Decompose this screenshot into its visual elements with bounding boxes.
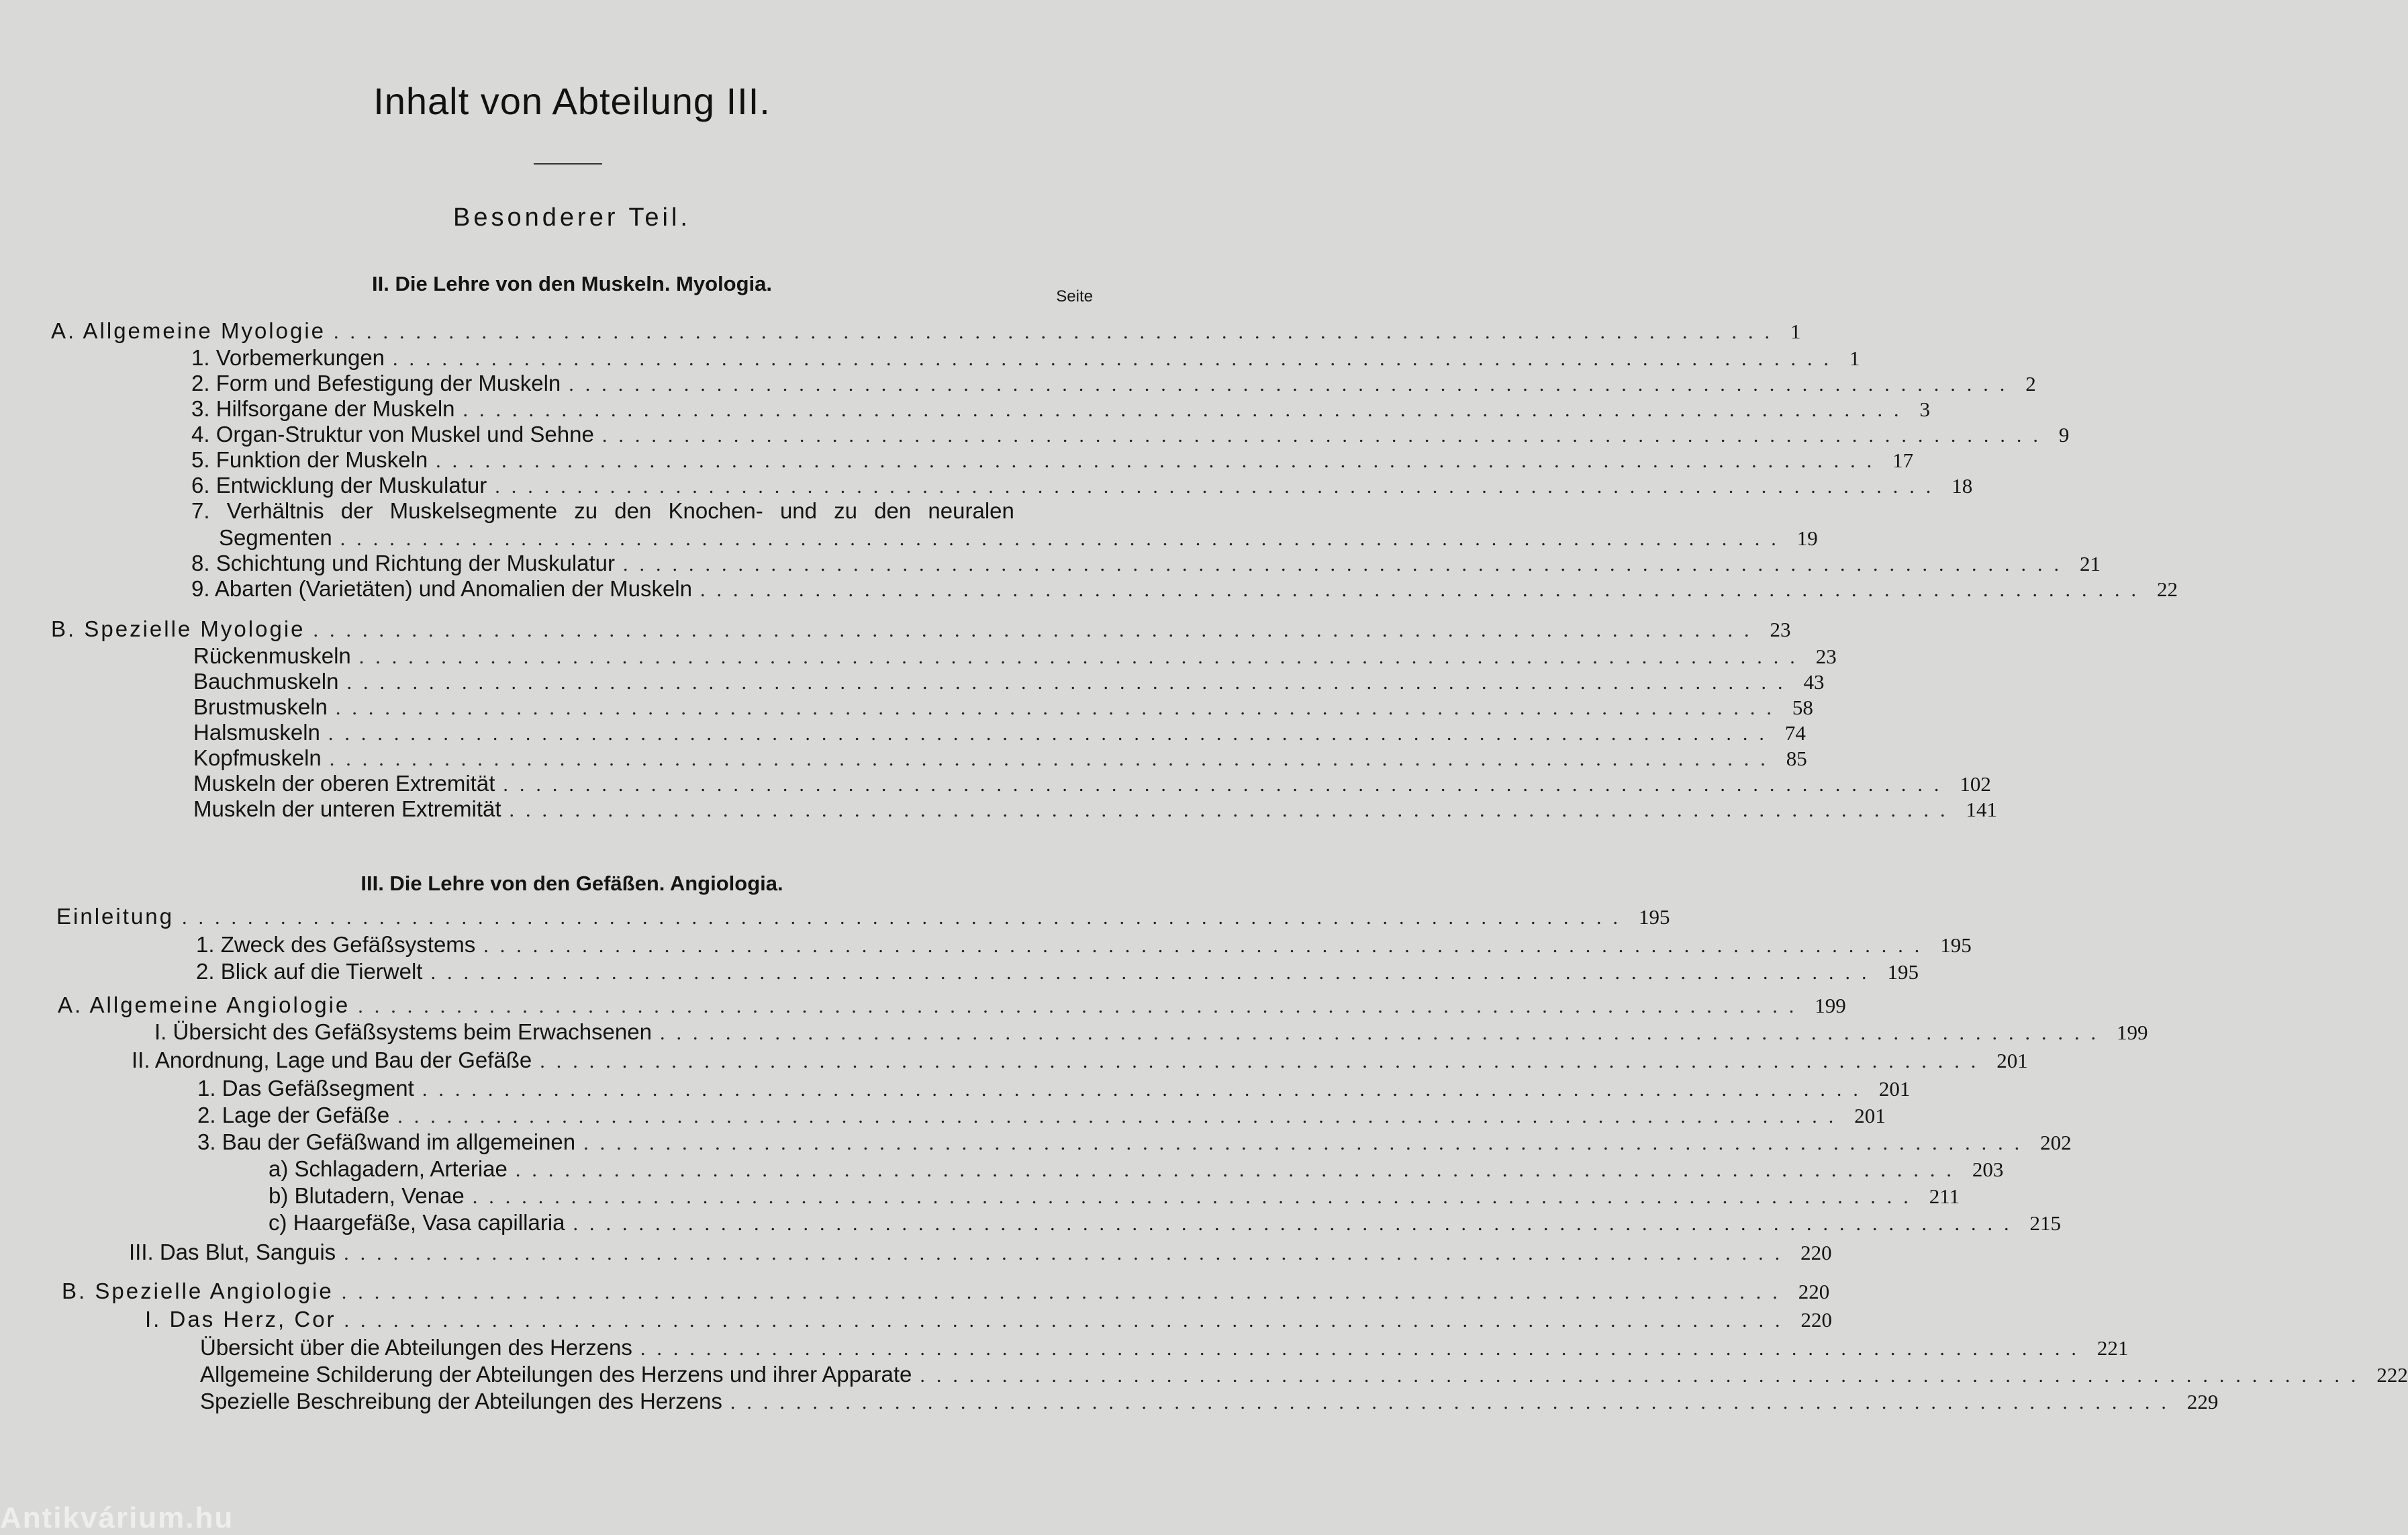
toc-page-number: 215 [2029,1211,2061,1235]
toc-leader-dots: ........................................................................................ [483,935,1931,957]
toc-page-number: 74 [1784,721,1806,745]
toc-entry-label: III. Das Blut, Sanguis [129,1240,336,1264]
toc-entry-label: Kopfmuskeln [193,745,322,770]
toc-leader-dots: ........................................................................................ [463,399,1911,421]
toc-leader-dots: ........................................................................................ [601,424,2050,447]
toc-entry[interactable] [219,525,1818,552]
toc-entry[interactable] [191,473,1973,500]
toc-entry[interactable] [191,345,1860,372]
toc-entry[interactable] [51,616,1791,643]
toc-entry-label: A. Allgemeine Myologie [51,318,326,343]
toc-leader-dots: ........................................................................................ [495,475,1943,498]
toc-entry[interactable] [145,1307,1833,1334]
toc-entry[interactable] [193,745,1807,772]
toc-entry[interactable] [51,318,1801,345]
toc-entry-label: 1. Das Gefäßsegment [197,1076,414,1101]
toc-leader-dots: ........................................................................................ [358,646,1807,668]
toc-entry-label: I. Das Herz, Cor [145,1307,336,1332]
toc-entry[interactable] [197,1103,1886,1129]
toc-entry-label: 1. Zweck des Gefäßsystems [196,932,476,957]
toc-leader-dots: ........................................................................................ [503,774,1951,796]
toc-entry[interactable] [196,959,1919,986]
toc-entry[interactable] [193,669,1825,696]
toc-leader-dots: ........................................................................................ [436,450,1884,472]
toc-leader-dots: ........................................................................................ [540,1050,1988,1072]
toc-entry-label: b) Blutadern, Venae [269,1183,465,1208]
section-heading-myologia: II. Die Lehre von den Muskeln. Myologia. [372,272,772,295]
toc-entry-label: 7. Verhältnis der Muskelsegmente zu den Knochen- und zu den neuralen [191,498,1014,523]
toc-entry-label: 4. Organ-Struktur von Muskel und Sehne [191,422,594,447]
toc-page-number: 58 [1792,696,1813,719]
toc-page-number: 1 [1790,320,1801,343]
toc-page-number: 202 [2040,1131,2072,1154]
toc-entry[interactable] [191,422,2070,449]
toc-entry[interactable] [132,1048,2028,1074]
toc-page-number: 9 [2058,423,2070,447]
toc-entry[interactable] [193,694,1813,721]
toc-page-number: 211 [1929,1184,1960,1208]
toc-entry-label: 3. Bau der Gefäßwand im allgemeinen [197,1129,576,1154]
toc-entry[interactable] [193,796,1998,823]
toc-entry-label: Muskeln der unteren Extremität [193,796,501,821]
toc-entry-label: B. Spezielle Angiologie [62,1278,334,1303]
toc-page-number: 3 [1919,398,1931,421]
toc-leader-dots: ........................................................................................ [509,799,1957,821]
toc-page-number: 220 [1800,1241,1832,1264]
toc-page-number: 1 [1849,346,1860,370]
toc-entry[interactable] [191,576,2178,603]
toc-page-number: 18 [1952,474,1973,498]
toc-entry[interactable] [200,1335,2129,1362]
toc-page-number: 222 [2376,1363,2408,1387]
toc-entry[interactable] [200,1362,2408,1389]
toc-page-number: 229 [2186,1390,2219,1413]
toc-entry-label: I. Übersicht des Gefäßsystems beim Erwachsenen [154,1019,652,1044]
toc-leader-dots: ........................................................................................ [515,1159,1963,1181]
toc-leader-dots: ........................................................................................ [393,348,1841,370]
section-heading-angiologia: III. Die Lehre von den Gefäßen. Angiologia. [360,872,783,895]
toc-page-number: 220 [1798,1280,1830,1303]
seite-label: Seite [1056,287,1093,306]
toc-page-number: 201 [1996,1049,2028,1072]
toc-leader-dots: ........................................................................................ [344,1309,1792,1332]
toc-leader-dots: ........................................................................................ [329,748,1777,770]
toc-page-number: 195 [1638,905,1670,929]
toc-entry-label: c) Haargefäße, Vasa capillaria [269,1210,565,1235]
toc-leader-dots: ........................................................................................ [346,671,1794,694]
toc-leader-dots: ........................................................................................ [640,1338,2088,1360]
toc-page-number: 220 [1800,1308,1833,1332]
toc-entry-wrapped-line[interactable] [191,498,1040,525]
toc-entry[interactable] [193,643,1837,670]
toc-leader-dots: ........................................................................................ [700,579,2148,601]
toc-page-number: 201 [1854,1104,1886,1127]
toc-leader-dots: ........................................................................................ [397,1105,1845,1127]
toc-leader-dots: ........................................................................................ [583,1132,2031,1154]
toc-page-number: 195 [1887,960,1919,984]
toc-entry[interactable] [196,932,1972,959]
toc-leader-dots: ........................................................................................ [573,1213,2021,1235]
toc-entry-label: Halsmuskeln [193,720,320,745]
toc-page-number: 102 [1960,772,1991,796]
toc-entry-label: Spezielle Beschreibung der Abteilungen des Herzens [200,1389,722,1413]
toc-page-number: 199 [1815,994,1846,1017]
toc-entry[interactable] [191,371,2036,398]
toc-entry-label: B. Spezielle Myologie [51,616,305,641]
watermark: Antikvárium.hu [0,1501,234,1534]
toc-page-number: 43 [1803,670,1825,694]
toc-entry-label: 5. Funktion der Muskeln [191,447,428,472]
toc-page-number: 17 [1892,449,1914,472]
toc-page-number: 23 [1815,645,1837,668]
toc-leader-dots: ........................................................................................ [328,723,1776,745]
toc-leader-dots: ........................................................................................ [623,553,2071,575]
toc-leader-dots: ........................................................................................ [472,1186,1920,1208]
toc-leader-dots: ........................................................................................ [730,1391,2178,1413]
toc-entry[interactable] [191,551,2101,577]
toc-entry[interactable] [197,1129,2072,1156]
toc-page-number: 201 [1878,1077,1911,1101]
part-title: Besonderer Teil. [453,203,691,232]
toc-leader-dots: ........................................................................................ [181,906,1629,929]
toc-page-number: 21 [2080,552,2101,575]
toc-entry-label: 8. Schichtung und Richtung der Muskulatur [191,551,616,575]
toc-entry-label: 9. Abarten (Varietäten) und Anomalien der Muskeln [191,576,692,601]
toc-leader-dots: ........................................................................................ [430,962,1878,984]
toc-entry[interactable] [269,1156,2004,1183]
toc-leader-dots: ........................................................................................ [334,321,1782,343]
toc-page-number: 22 [2157,577,2178,601]
toc-page-number: 19 [1796,526,1818,550]
toc-entry[interactable] [154,1019,2148,1046]
toc-entry[interactable] [197,1076,1911,1103]
toc-page-number: 203 [1972,1158,2004,1181]
toc-entry-label: 2. Lage der Gefäße [197,1103,390,1127]
toc-leader-dots: ........................................................................................ [920,1364,2368,1387]
toc-entry-label: 6. Entwicklung der Muskulatur [191,473,487,498]
toc-entry[interactable] [269,1183,1960,1210]
toc-leader-dots: ........................................................................................ [358,995,1806,1017]
page-title: Inhalt von Abteilung III. [373,80,771,122]
toc-page-number: 141 [1966,798,1998,821]
toc-entry-label: Bauchmuskeln [193,669,339,694]
toc-entry-label: 2. Form und Befestigung der Muskeln [191,371,561,396]
toc-leader-dots: ........................................................................................ [344,1242,1792,1264]
toc-entry-label: 2. Blick auf die Tierwelt [196,959,423,984]
toc-entry-label: II. Anordnung, Lage und Bau der Gefäße [132,1048,532,1072]
toc-entry-label: a) Schlagadern, Arteriae [269,1156,508,1181]
toc-entry[interactable] [191,396,1931,423]
toc-leader-dots: ........................................................................................ [340,528,1788,550]
toc-entry-label: Rückenmuskeln [193,643,351,668]
toc-entry[interactable] [191,447,1914,474]
toc-entry-label: 1. Vorbemerkungen [191,345,385,370]
toc-entry-label: Brustmuskeln [193,694,328,719]
toc-page-number: 2 [2025,372,2036,396]
toc-page-number: 199 [2116,1021,2148,1044]
toc-entry[interactable] [193,720,1806,747]
toc-leader-dots: ........................................................................................ [335,697,1783,719]
toc-entry-label: Übersicht über die Abteilungen des Herzens [200,1335,632,1360]
toc-entry[interactable] [56,904,1670,931]
toc-entry-label: Muskeln der oberen Extremität [193,771,495,796]
toc-entry-label: Einleitung [56,904,174,929]
toc-entry-label: Allgemeine Schilderung der Abteilungen des Herzens und ihrer Apparate [200,1362,912,1387]
toc-entry[interactable] [129,1240,1832,1266]
toc-page-number: 85 [1786,747,1807,770]
title-rule [534,163,602,165]
toc-entry[interactable] [193,771,1991,798]
toc-page-number: 221 [2097,1336,2129,1360]
toc-page-number: 195 [1940,933,1972,957]
toc-entry-label: 3. Hilfsorgane der Muskeln [191,396,455,421]
toc-entry[interactable] [269,1210,2061,1237]
toc-entry-label: A. Allgemeine Angiologie [58,992,350,1017]
toc-entry[interactable] [58,992,1846,1019]
toc-leader-dots: ........................................................................................ [313,619,1761,641]
toc-leader-dots: ........................................................................................ [569,373,2017,396]
toc-leader-dots: ........................................................................................ [659,1022,2107,1044]
toc-leader-dots: ........................................................................................ [422,1078,1870,1101]
toc-entry[interactable] [200,1389,2219,1415]
toc-entry-label: Segmenten [219,525,332,550]
toc-page-number: 23 [1770,618,1791,641]
toc-leader-dots: ........................................................................................ [341,1281,1789,1303]
toc-entry[interactable] [62,1278,1830,1305]
